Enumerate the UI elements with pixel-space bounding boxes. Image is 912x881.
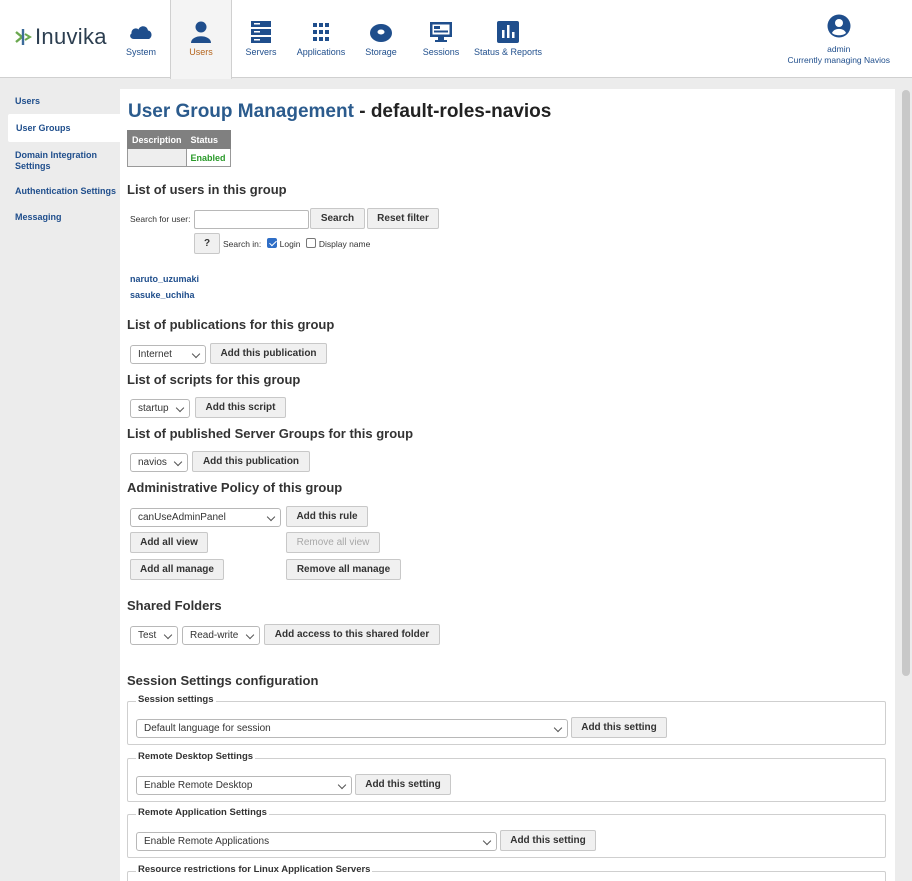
table-header-status: Status bbox=[186, 131, 230, 149]
help-button[interactable]: ? bbox=[194, 233, 220, 254]
nav-servers[interactable] bbox=[232, 0, 290, 78]
nav-label: Servers bbox=[245, 47, 277, 57]
user-icon bbox=[188, 20, 214, 44]
policy-rule-select[interactable]: canUseAdminPanel bbox=[130, 508, 281, 527]
nav-label: Storage bbox=[365, 47, 397, 57]
page-title-group: - default-roles-navios bbox=[353, 101, 552, 122]
add-shared-folder-button[interactable]: Add access to this shared folder bbox=[264, 624, 440, 645]
main-panel bbox=[120, 89, 895, 881]
login-checkbox-label: Login bbox=[279, 239, 301, 249]
add-remote-application-setting-button[interactable]: Add this setting bbox=[500, 830, 596, 851]
monitor-icon bbox=[428, 20, 454, 44]
sidebar-item-messaging[interactable]: Messaging bbox=[15, 212, 62, 222]
nav-system[interactable] bbox=[112, 0, 170, 78]
policy-heading: Administrative Policy of this group bbox=[127, 480, 343, 495]
session-settings-legend: Session settings bbox=[138, 694, 214, 705]
session-settings-group bbox=[127, 694, 886, 745]
account-managing: Currently managing Navios bbox=[787, 55, 890, 65]
nav-storage[interactable] bbox=[352, 0, 410, 78]
status-badge: Enabled bbox=[186, 149, 230, 167]
sidebar-item-user-groups[interactable]: User Groups bbox=[8, 114, 120, 142]
remote-desktop-select[interactable]: Enable Remote Desktop bbox=[136, 776, 352, 795]
user-link-naruto[interactable]: naruto_uzumaki bbox=[130, 274, 200, 284]
nav-label: Users bbox=[189, 47, 213, 57]
page-title bbox=[128, 101, 551, 123]
sidebar-item-users[interactable]: Users bbox=[15, 96, 41, 106]
inuvika-logo[interactable] bbox=[14, 24, 107, 50]
server-group-select[interactable]: navios bbox=[130, 453, 188, 472]
add-server-group-button[interactable]: Add this publication bbox=[192, 451, 310, 472]
search-button[interactable]: Search bbox=[310, 208, 365, 229]
brand-name: Inuvika bbox=[35, 24, 107, 49]
group-properties-table bbox=[127, 130, 231, 167]
account-username: admin bbox=[827, 44, 851, 54]
remote-desktop-group bbox=[127, 751, 886, 802]
remove-all-manage-button[interactable]: Remove all manage bbox=[286, 559, 401, 580]
nav-label: Sessions bbox=[422, 47, 460, 57]
table-header-description: Description bbox=[128, 131, 187, 149]
scripts-heading: List of scripts for this group bbox=[127, 372, 301, 387]
resource-restrictions-legend: Resource restrictions for Linux Application Servers bbox=[138, 864, 371, 875]
shared-folders-heading: Shared Folders bbox=[127, 598, 222, 613]
server-groups-heading: List of published Server Groups for this group bbox=[127, 426, 414, 441]
sidebar-item-domain-integration[interactable]: Domain Integration Settings bbox=[15, 150, 98, 171]
remote-application-legend: Remote Application Settings bbox=[138, 807, 267, 818]
page-title-link[interactable]: User Group Management bbox=[128, 101, 354, 122]
display-name-checkbox-label: Display name bbox=[318, 239, 371, 249]
server-icon bbox=[248, 20, 274, 44]
users-section-heading: List of users in this group bbox=[127, 182, 287, 197]
page-scrollbar[interactable] bbox=[902, 90, 910, 676]
add-rule-button[interactable]: Add this rule bbox=[286, 506, 368, 527]
cloud-icon bbox=[128, 20, 154, 44]
nav-label: Status & Reports bbox=[473, 47, 543, 57]
logo-mark-icon bbox=[14, 26, 32, 48]
add-all-manage-button[interactable]: Add all manage bbox=[130, 559, 224, 580]
shared-folder-select[interactable]: Test bbox=[130, 626, 178, 645]
account-menu[interactable] bbox=[787, 14, 890, 66]
remote-desktop-legend: Remote Desktop Settings bbox=[138, 751, 254, 762]
group-description bbox=[128, 149, 187, 167]
nav-status-reports[interactable] bbox=[472, 0, 544, 78]
session-setting-select[interactable]: Default language for session bbox=[136, 719, 568, 738]
access-mode-select[interactable]: Read-write bbox=[182, 626, 260, 645]
disk-icon bbox=[368, 20, 394, 44]
remote-application-select[interactable]: Enable Remote Applications bbox=[136, 832, 497, 851]
nav-label: System bbox=[125, 47, 156, 57]
search-in-label: Search in: bbox=[223, 239, 262, 249]
search-user-input[interactable] bbox=[194, 210, 309, 229]
add-remote-desktop-setting-button[interactable]: Add this setting bbox=[355, 774, 451, 795]
publication-select[interactable]: Internet bbox=[130, 345, 206, 364]
sidebar-item-authentication[interactable]: Authentication Settings bbox=[15, 186, 116, 196]
display-name-checkbox[interactable] bbox=[306, 238, 316, 248]
nav-label: Applications bbox=[296, 47, 346, 57]
nav-users[interactable] bbox=[170, 0, 232, 79]
remove-all-view-button[interactable]: Remove all view bbox=[286, 532, 380, 553]
login-checkbox[interactable] bbox=[267, 238, 277, 248]
reset-filter-button[interactable]: Reset filter bbox=[367, 208, 439, 229]
publications-heading: List of publications for this group bbox=[127, 317, 335, 332]
resource-restrictions-group bbox=[127, 864, 886, 881]
top-navigation-bar bbox=[0, 0, 912, 78]
search-in-options bbox=[223, 238, 370, 249]
remote-application-group bbox=[127, 807, 886, 858]
grid-icon bbox=[308, 20, 334, 44]
add-all-view-button[interactable]: Add all view bbox=[130, 532, 208, 553]
user-link-sasuke[interactable]: sasuke_uchiha bbox=[130, 290, 195, 300]
script-select[interactable]: startup bbox=[130, 399, 190, 418]
chart-icon bbox=[495, 20, 521, 44]
nav-applications[interactable] bbox=[291, 0, 351, 78]
nav-sessions[interactable] bbox=[412, 0, 470, 78]
add-session-setting-button[interactable]: Add this setting bbox=[571, 717, 667, 738]
search-user-label: Search for user: bbox=[130, 214, 191, 224]
add-publication-button[interactable]: Add this publication bbox=[210, 343, 327, 364]
session-config-heading: Session Settings configuration bbox=[127, 673, 319, 688]
add-script-button[interactable]: Add this script bbox=[195, 397, 286, 418]
sidebar bbox=[0, 79, 120, 881]
account-circle-icon bbox=[827, 14, 851, 38]
